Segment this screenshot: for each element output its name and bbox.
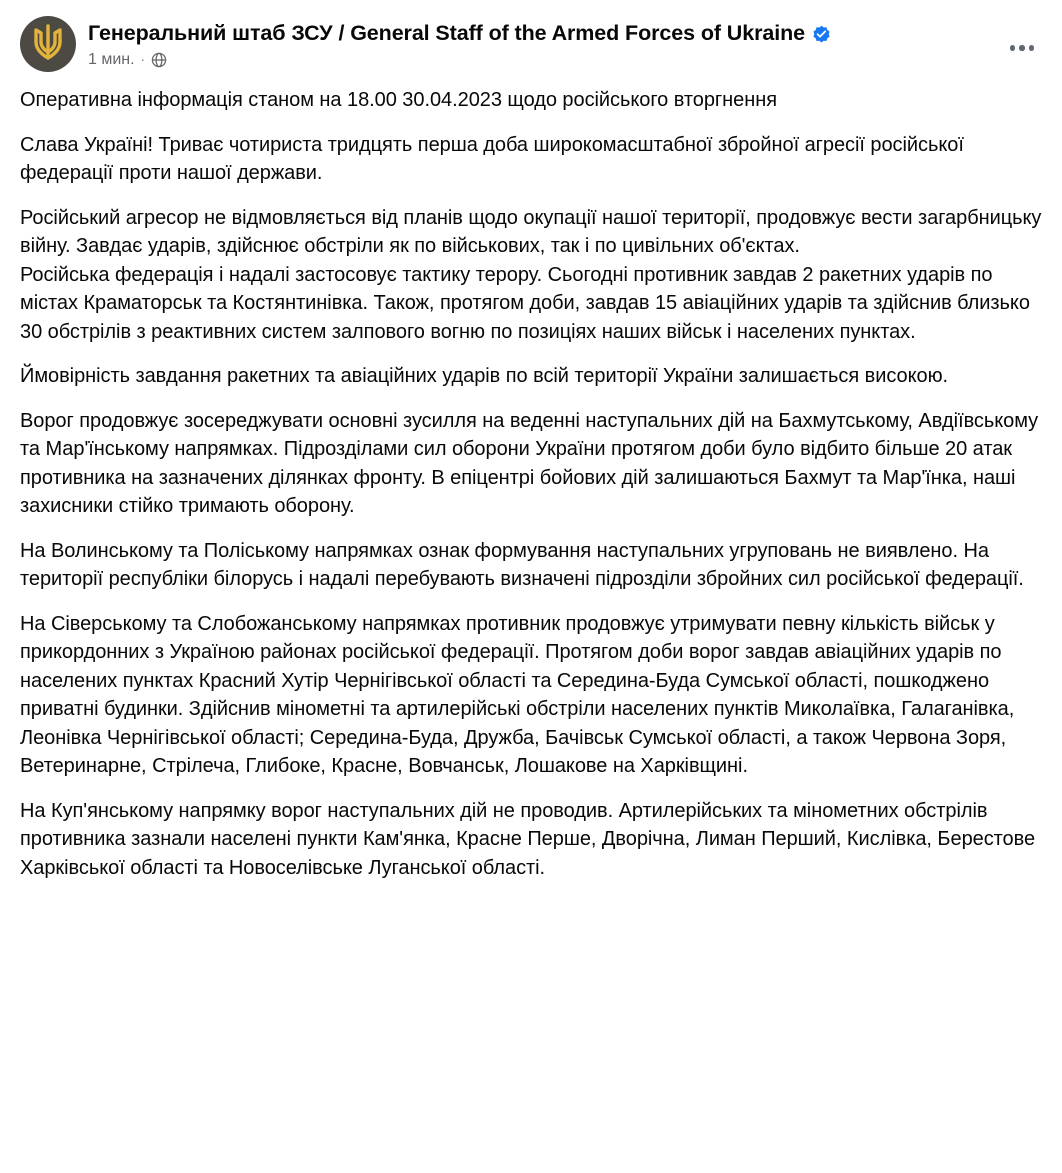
post-paragraph: Російська федерація і надалі застосовує тактику терору. Сьогодні противник завдав 2 ракетних ударів по містах Краматорськ та Костянтинівка. Також, протягом доби, завдав 15 авіаційних ударів та здійснив близько 30 обстрілів з реактивних систем залпового вогню по позиціях наших військ і населених пунктах. — [20, 263, 1030, 343]
post-body — [20, 86, 1042, 882]
post-paragraph: Слава Україні! Триває чотириста тридцять перша доба широкомасштабної збройної агресії російської федерації проти нашої держави. — [20, 133, 964, 184]
avatar[interactable] — [20, 16, 76, 72]
meta-separator: · — [140, 52, 145, 67]
post-paragraph: На Волинському та Поліському напрямках ознак формування наступальних угруповань не виявлено. На території республіки білорусь і надалі перебувають визначені підрозділи збройних сил російської федерації. — [20, 539, 1024, 590]
ukraine-trident-emblem-icon — [31, 24, 65, 64]
verified-badge-icon — [812, 25, 831, 44]
globe-icon[interactable] — [151, 52, 167, 68]
post-header — [20, 16, 1042, 72]
post-paragraph: На Сіверському та Слобожанському напрямках противник продовжує утримувати певну кількість військ у прикордонних з Україною районах російської федерації. Протягом доби ворог завдав авіаційних ударів по населених пунктах Красний Хутір Чернігівської області та Середина-Буда Сумської області, пошкоджено приватні будинки. Здійснив мінометні та артилерійські обстріли населених пунктів Миколаївка, Галаганівка, Леонівка Чернігівської області; Середина-Буда, Дружба, Бачівськ Сумської області, а також Червона Зоря, Ветеринарне, Стрілеча, Глибоке, Красне, Вовчанськ, Лошакове на Харківщині. — [20, 612, 1015, 777]
page-title-row — [88, 20, 1042, 46]
post-paragraph: Російський агресор не відмовляється від планів щодо окупації нашої території, продовжує вести загарбницьку війну. Завдає ударів, здійснює обстріли як по військових, так і по цивільних об'єктах. — [20, 206, 1042, 257]
post-paragraph: На Куп'янському напрямку ворог наступальних дій не проводив. Артилерійських та мінометних обстрілів противника зазнали населені пункти Кам'янка, Красне Перше, Дворічна, Лиман Перший, Кислівка, Берестове Харківської області та Новоселівське Луганської області. — [20, 799, 1036, 879]
post-meta — [88, 50, 1042, 70]
post-paragraph: Ворог продовжує зосереджувати основні зусилля на веденні наступальних дій на Бахмутському, Авдіївському та Мар'їнському напрямках. Підрозділами сил оборони України протягом доби було відбито більше 20 атак противника на зазначених ділянках фронту. В епіцентрі бойових дій залишаються Бахмут та Мар'їнка, наші захисники стійко тримають оборону. — [20, 409, 1039, 517]
post-paragraph: Оперативна інформація станом на 18.00 30.04.2023 щодо російського вторгнення — [20, 89, 777, 111]
post-paragraph: Ймовірність завдання ракетних та авіаційних ударів по всій території України залишається високою. — [20, 365, 949, 387]
post-header-text — [88, 16, 1042, 70]
post-timestamp[interactable]: 1 мин. — [88, 51, 135, 68]
page-name[interactable]: Генеральний штаб ЗСУ / General Staff of the Armed Forces of Ukraine — [88, 21, 805, 45]
more-options-icon[interactable] — [1004, 30, 1040, 66]
